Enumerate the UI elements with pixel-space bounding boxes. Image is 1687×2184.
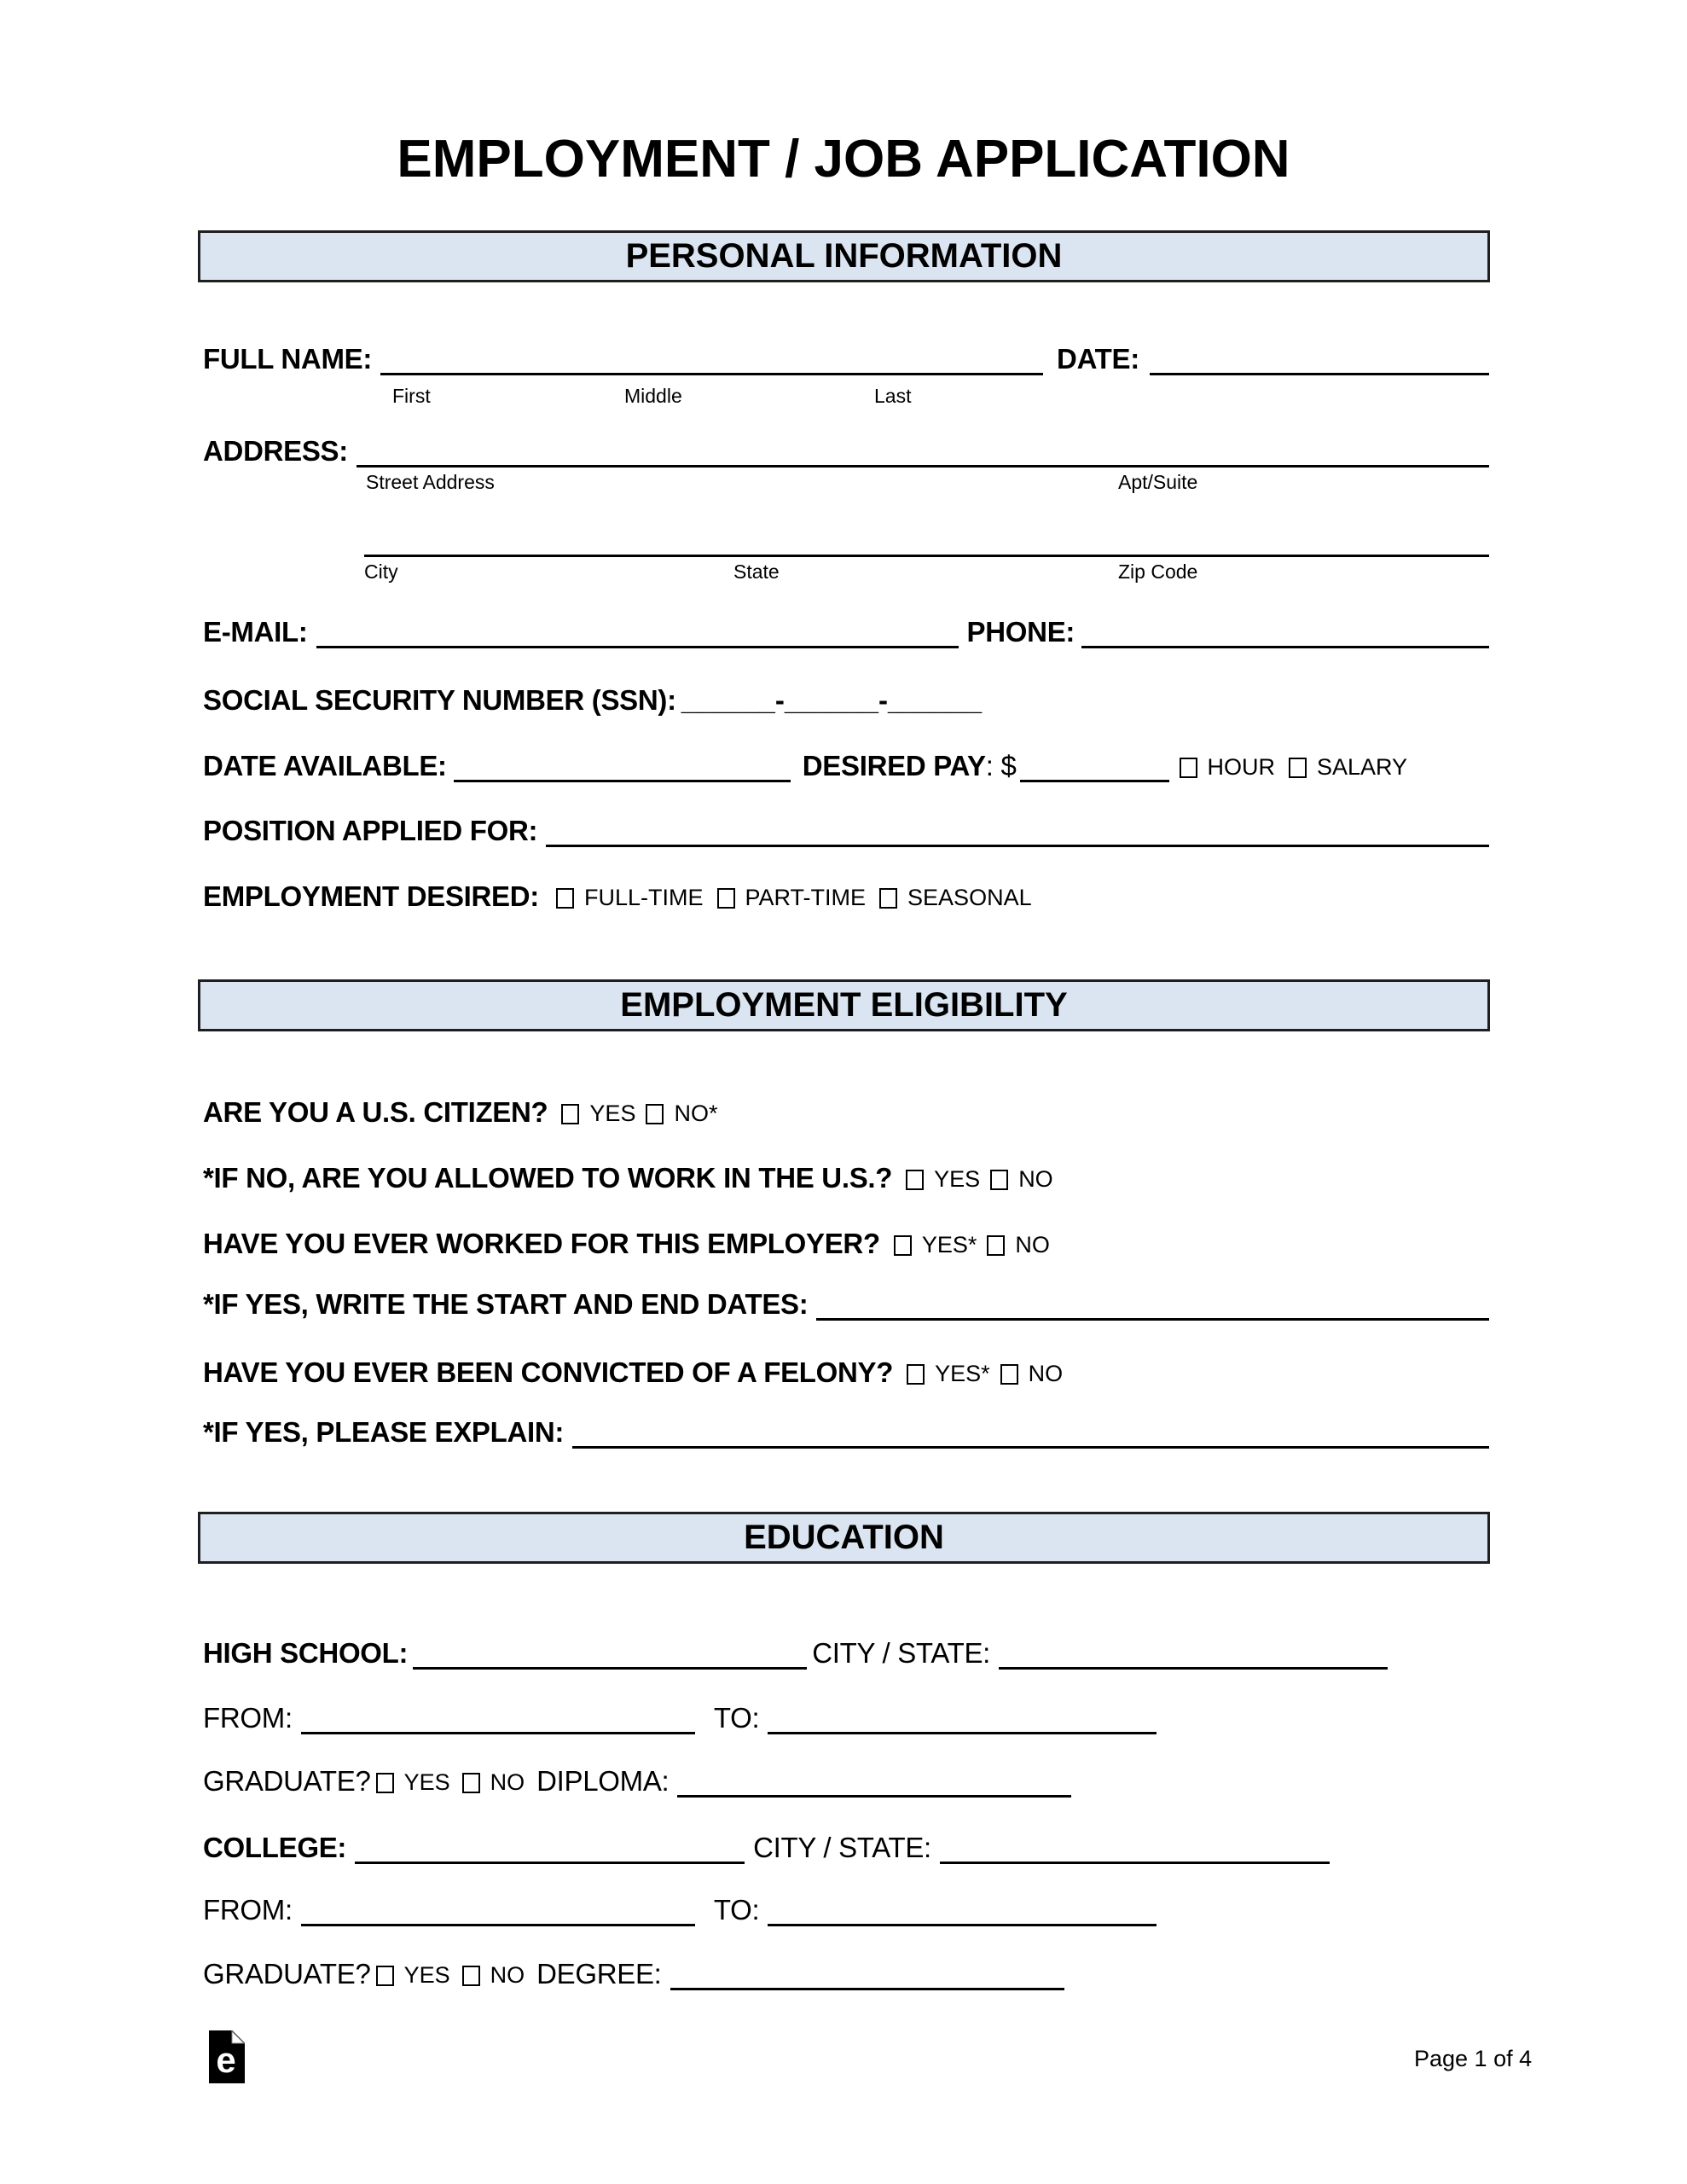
date-available-label: DATE AVAILABLE:	[203, 750, 447, 781]
allowed-yes-label: YES	[934, 1166, 981, 1192]
explain-line[interactable]	[572, 1446, 1489, 1449]
college-line[interactable]	[355, 1862, 745, 1864]
salary-label: SALARY	[1317, 754, 1408, 780]
email-phone-row	[203, 618, 1489, 646]
college-row	[203, 1833, 1489, 1862]
hour-checkbox[interactable]	[1180, 758, 1197, 778]
college-graduate-no-checkbox[interactable]	[462, 1966, 480, 1986]
page-title: EMPLOYMENT / JOB APPLICATION	[397, 130, 1290, 189]
section-header-label: EDUCATION	[744, 1519, 944, 1556]
worked-no-label: NO	[1015, 1232, 1050, 1258]
ssn-label: SOCIAL SECURITY NUMBER (SSN):	[203, 684, 676, 716]
hs-graduate-no-label: NO	[490, 1769, 525, 1795]
start-end-dates-row	[203, 1290, 1489, 1318]
date-label: DATE:	[1057, 343, 1139, 375]
citizen-question: ARE YOU A U.S. CITIZEN?	[203, 1096, 548, 1128]
section-header-label: PERSONAL INFORMATION	[625, 237, 1063, 275]
college-graduate-yes-label: YES	[403, 1962, 450, 1988]
address-label: ADDRESS:	[203, 435, 348, 467]
hs-from-label: FROM:	[203, 1702, 293, 1734]
eforms-logo	[209, 2030, 245, 2083]
allowed-to-work-question-row	[203, 1164, 1489, 1192]
felony-question: HAVE YOU EVER BEEN CONVICTED OF A FELONY?	[203, 1356, 894, 1388]
address-row	[203, 437, 1489, 465]
explain-row	[203, 1418, 1489, 1446]
phone-label: PHONE:	[966, 616, 1075, 648]
street-address-line[interactable]	[357, 465, 1489, 468]
felony-question-row	[203, 1358, 1489, 1386]
street-address-sublabel: Street Address	[366, 471, 495, 493]
citizen-yes-checkbox[interactable]	[561, 1104, 579, 1124]
felony-yes-checkbox[interactable]	[907, 1364, 925, 1385]
felony-no-checkbox[interactable]	[1000, 1364, 1018, 1385]
college-from-label: FROM:	[203, 1894, 293, 1926]
diploma-line[interactable]	[677, 1795, 1071, 1798]
page-indicator: Page 1 of 4	[1414, 2046, 1533, 2071]
desired-pay-dollar: : $	[985, 750, 1017, 781]
high-school-line[interactable]	[413, 1667, 807, 1670]
worked-yes-label: YES*	[921, 1232, 977, 1258]
email-label: E-MAIL:	[203, 616, 308, 648]
allowed-no-checkbox[interactable]	[990, 1170, 1008, 1190]
city-sublabel: City	[364, 561, 398, 583]
worked-before-question: HAVE YOU EVER WORKED FOR THIS EMPLOYER?	[203, 1228, 880, 1259]
worked-no-checkbox[interactable]	[987, 1235, 1005, 1256]
high-school-row	[203, 1639, 1489, 1667]
hs-graduate-label: GRADUATE?	[203, 1765, 371, 1797]
college-from-line[interactable]	[301, 1924, 695, 1926]
hs-to-line[interactable]	[768, 1732, 1157, 1734]
apt-suite-sublabel: Apt/Suite	[1118, 471, 1198, 493]
college-graduate-no-label: NO	[490, 1962, 525, 1988]
felony-yes-label: YES*	[935, 1361, 990, 1386]
logo-letter: e	[216, 2040, 236, 2080]
desired-pay-label: DESIRED PAY	[802, 750, 986, 781]
start-end-dates-question: *IF YES, WRITE THE START AND END DATES:	[203, 1288, 809, 1320]
section-header-employment-eligibility	[198, 979, 1490, 1031]
college-graduate-yes-checkbox[interactable]	[376, 1966, 394, 1986]
employment-desired-row	[203, 882, 1489, 910]
felony-no-label: NO	[1028, 1361, 1064, 1386]
allowed-yes-checkbox[interactable]	[906, 1170, 924, 1190]
salary-checkbox[interactable]	[1289, 758, 1307, 778]
desired-pay-line[interactable]	[1020, 780, 1169, 782]
full-time-label: FULL-TIME	[584, 885, 704, 910]
worked-yes-checkbox[interactable]	[894, 1235, 912, 1256]
college-to-line[interactable]	[768, 1924, 1157, 1926]
citizen-no-label: NO*	[674, 1101, 718, 1126]
seasonal-checkbox[interactable]	[879, 888, 897, 909]
document-icon	[209, 2030, 245, 2083]
date-line[interactable]	[1150, 373, 1489, 375]
section-header-label: EMPLOYMENT ELIGIBILITY	[620, 986, 1068, 1024]
middle-name-sublabel: Middle	[624, 385, 682, 407]
citizen-no-checkbox[interactable]	[646, 1104, 664, 1124]
full-name-label: FULL NAME:	[203, 343, 373, 375]
position-applied-line[interactable]	[546, 845, 1489, 847]
part-time-checkbox[interactable]	[717, 888, 735, 909]
high-school-label: HIGH SCHOOL:	[203, 1637, 409, 1669]
hs-graduate-no-checkbox[interactable]	[462, 1773, 480, 1793]
ssn-blank-lines[interactable]: ______-______-______	[681, 684, 983, 716]
last-name-sublabel: Last	[874, 385, 912, 407]
hs-graduate-row	[203, 1767, 1489, 1795]
hs-city-state-line[interactable]	[999, 1667, 1388, 1670]
citizen-question-row	[203, 1098, 1489, 1126]
ssn-row	[203, 686, 1489, 714]
explain-question: *IF YES, PLEASE EXPLAIN:	[203, 1416, 565, 1448]
hs-city-state-label: CITY / STATE:	[812, 1637, 991, 1669]
seasonal-label: SEASONAL	[907, 885, 1032, 910]
section-header-personal-information	[198, 230, 1490, 282]
full-name-line[interactable]	[380, 373, 1043, 375]
full-time-checkbox[interactable]	[556, 888, 574, 909]
college-graduate-row	[203, 1960, 1489, 1988]
hs-graduate-yes-label: YES	[403, 1769, 450, 1795]
degree-line[interactable]	[670, 1988, 1064, 1990]
allowed-to-work-question: *IF NO, ARE YOU ALLOWED TO WORK IN THE U.S.?	[203, 1162, 893, 1194]
part-time-label: PART-TIME	[745, 885, 867, 910]
date-available-pay-row	[203, 752, 1489, 780]
worked-before-question-row	[203, 1229, 1489, 1258]
city-state-zip-line[interactable]	[364, 555, 1489, 557]
phone-line[interactable]	[1081, 646, 1489, 648]
hs-from-line[interactable]	[301, 1732, 695, 1734]
position-applied-label: POSITION APPLIED FOR:	[203, 815, 538, 846]
state-sublabel: State	[733, 561, 780, 583]
college-graduate-label: GRADUATE?	[203, 1958, 371, 1989]
full-name-row	[203, 345, 1489, 373]
hour-label: HOUR	[1207, 754, 1275, 780]
hs-graduate-yes-checkbox[interactable]	[376, 1773, 394, 1793]
start-end-dates-line[interactable]	[816, 1318, 1489, 1321]
citizen-yes-label: YES	[589, 1101, 636, 1126]
college-from-to-row	[203, 1896, 1489, 1924]
diploma-label: DIPLOMA:	[536, 1765, 670, 1797]
college-city-state-label: CITY / STATE:	[753, 1832, 931, 1863]
hs-from-to-row	[203, 1704, 1489, 1732]
section-header-education	[198, 1512, 1490, 1564]
hs-to-label: TO:	[713, 1702, 760, 1734]
first-name-sublabel: First	[392, 385, 431, 407]
zip-code-sublabel: Zip Code	[1118, 561, 1198, 583]
email-line[interactable]	[316, 646, 959, 648]
college-to-label: TO:	[713, 1894, 760, 1926]
college-city-state-line[interactable]	[940, 1862, 1330, 1864]
allowed-no-label: NO	[1018, 1166, 1053, 1192]
employment-desired-label: EMPLOYMENT DESIRED:	[203, 880, 539, 912]
college-label: COLLEGE:	[203, 1832, 347, 1863]
date-available-line[interactable]	[454, 780, 791, 782]
position-row	[203, 816, 1489, 845]
degree-label: DEGREE:	[536, 1958, 662, 1989]
